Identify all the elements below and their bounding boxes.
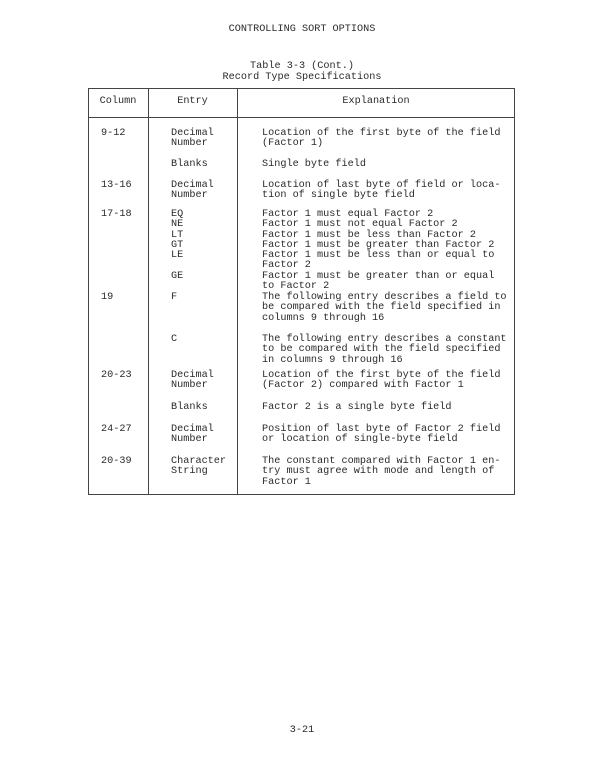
cell-entry: GE (171, 271, 184, 282)
column-divider (237, 88, 238, 495)
cell-explanation: Location of last byte of field or loca- tion of single byte field (262, 180, 501, 202)
column-header-entry: Entry (177, 96, 208, 107)
cell-entry: Character String (171, 456, 227, 478)
cell-column: 20-23 (101, 370, 132, 381)
cell-entry: F (171, 292, 178, 303)
cell-entry: Blanks (171, 159, 208, 170)
cell-explanation: The constant compared with Factor 1 en- try must agree with mode and length of Factor 1 (262, 456, 501, 488)
cell-explanation: Factor 2 is a single byte field (262, 402, 452, 413)
cell-explanation: The following entry describes a field to be compared with the field specified in columns 9 through 16 (262, 292, 507, 324)
header-divider (88, 117, 515, 118)
cell-entry: Decimal Number (171, 424, 214, 446)
table-caption-title: Table 3-3 (Cont.) (250, 61, 354, 72)
page-header: CONTROLLING SORT OPTIONS (228, 24, 376, 35)
cell-entry: Decimal Number (171, 128, 214, 150)
cell-explanation: Location of the first byte of the field (Factor 1) (262, 128, 501, 150)
cell-column: 19 (101, 292, 114, 303)
cell-explanation: The following entry describes a constant to be compared with the field specified in columns 9 through 16 (262, 334, 507, 366)
cell-explanation: Factor 1 must be greater than or equal to Factor 2 (262, 271, 495, 293)
cell-entry: Decimal Number (171, 180, 214, 202)
cell-explanation: Position of last byte of Factor 2 field or location of single-byte field (262, 424, 501, 446)
cell-explanation: Location of the first byte of the field (Factor 2) compared with Factor 1 (262, 370, 501, 392)
cell-column: 20-39 (101, 456, 132, 467)
cell-entry: Decimal Number (171, 370, 214, 392)
cell-entry: C (171, 334, 178, 345)
column-header-column: Column (99, 96, 137, 107)
cell-explanation: Factor 1 must equal Factor 2 Factor 1 must not equal Factor 2 Factor 1 must be less than Factor 2 Factor 1 must be greater than Factor 2 Factor 1 must be less than or equal to Factor 2 (262, 209, 495, 272)
column-header-explanation: Explanation (342, 96, 410, 107)
cell-entry: Blanks (171, 402, 208, 413)
table-caption-subtitle: Record Type Specifications (222, 72, 382, 83)
cell-column: 13-16 (101, 180, 132, 191)
cell-entry: EQ NE LT GT LE (171, 209, 184, 262)
cell-column: 17-18 (101, 209, 132, 220)
column-divider (148, 88, 149, 495)
page-number: 3-21 (289, 725, 315, 736)
cell-column: 9-12 (101, 128, 126, 139)
cell-explanation: Single byte field (262, 159, 366, 170)
cell-column: 24-27 (101, 424, 132, 435)
